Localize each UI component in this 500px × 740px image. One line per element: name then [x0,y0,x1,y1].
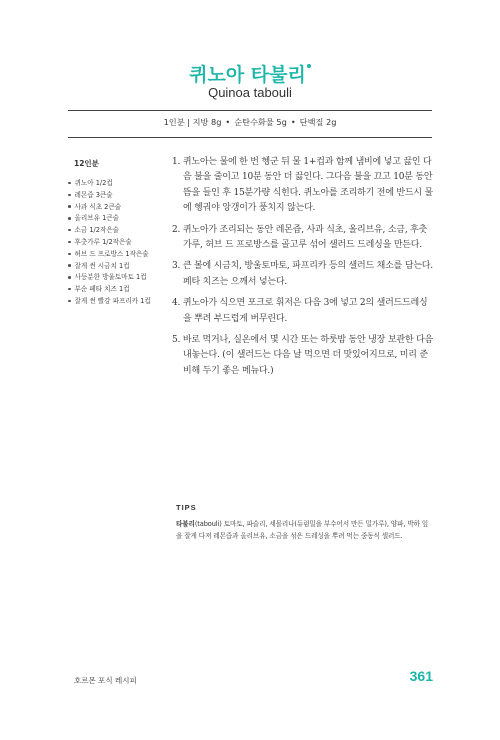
ingredient-item: 올리브유 1큰술 [68,213,178,225]
bullet-icon [68,300,71,303]
bullet-icon [68,241,71,244]
ingredient-item: 레몬즙 3큰술 [68,190,178,202]
top-divider [68,110,432,111]
title-dot-mark [307,64,311,68]
tips-heading: TIPS [176,503,197,512]
ingredient-item: 잘게 썬 빨강 파프리카 1컵 [68,296,178,308]
servings-heading: 12인분 [74,159,99,168]
bullet-icon [68,229,71,232]
nutrition-serving-fat: 1인분 | 지방 8g [163,117,222,127]
bullet-icon [68,194,71,197]
ingredient-item: 사등분한 방울토마토 1컵 [68,272,178,284]
step-1: 1. 퀴노아는 물에 한 번 헹군 뒤 물 1+컵과 함께 냄비에 넣고 끓인 다음 불을 줄이고 10분 동안 더 끓인다. 그다음 불을 끄고 10분 동안 뜸을 들인 후 15분가량 식힌다. 퀴노아를 조리하기 전에 반드시 물에 헹궈야 앙갱이가 풍치지 않는다. [172,157,434,214]
instruction-steps [172,155,434,385]
ingredient-item: 잘게 썬 시금치 1컵 [68,261,178,273]
tips-term: 타불리 [176,520,195,528]
step-4: 4. 퀴노아가 식으면 포크로 휘저은 다음 3에 넣고 2의 샐러드드레싱을 뿌려 부드럽게 버무린다. [172,298,428,324]
recipe-title: 퀴노아 타불리 [0,60,500,87]
nutrition-net-carbs: 순탄수화물 5g [234,117,287,127]
book-title: 호르몬 포식 레시피 [74,676,137,685]
bottom-divider [68,137,432,138]
ingredient-item: 부순 페타 치즈 1컵 [68,284,178,296]
bullet-icon [68,182,71,185]
recipe-subtitle: Quinoa tabouli [208,85,292,100]
step-2: 2. 퀴노아가 조리되는 동안 레몬즙, 사과 식초, 올리브유, 소금, 후춧가루, 허브 드 프로방스를 골고루 섞어 샐러드 드레싱을 만든다. [172,224,428,251]
bullet-icon [68,205,71,208]
tips-body [176,518,434,542]
nutrition-protein: 단백질 2g [299,117,337,127]
bullet-icon [68,264,71,267]
bullet-icon [68,276,71,279]
ingredient-item: 허브 드 프로방스 1작은술 [68,249,178,261]
bullet-icon [68,217,71,220]
nutrition-info [0,117,500,128]
ingredient-item: 사과 식초 2큰술 [68,202,178,214]
bullet-icon [68,253,71,256]
ingredient-list [68,178,178,308]
step-3: 3. 큰 볼에 시금치, 방울토마토, 파프리카 등의 샐러드 채소를 담는다. 페타 치즈는 으깨서 넣는다. [172,261,433,287]
step-5: 5. 바로 먹거나, 실온에서 몇 시간 또는 하룻밤 동안 냉장 보관한 다음 내놓는다. (이 샐러드는 다음 날 먹으면 더 맛있어지므로, 미리 준비해 두기 좋은 메뉴다.) [172,335,433,376]
ingredient-item: 소금 1/2작은술 [68,225,178,237]
nutrition-separator: • [290,117,296,127]
tips-description: (tabouli) 토마토, 파슬리, 세몰리나(듀럼밀을 부수어서 만든 밀가루), 양파, 박하 잎을 잘게 다져 레몬즙과 올리브유, 소금을 섞은 드레싱을 뿌려 먹는 중동식 샐러드. [176,520,429,540]
ingredient-item: 퀴노아 1/2컵 [68,178,178,190]
page-number: 361 [409,668,433,684]
bullet-icon [68,288,71,291]
ingredient-item: 후춧가루 1/2작은술 [68,237,178,249]
nutrition-separator: • [225,117,231,127]
